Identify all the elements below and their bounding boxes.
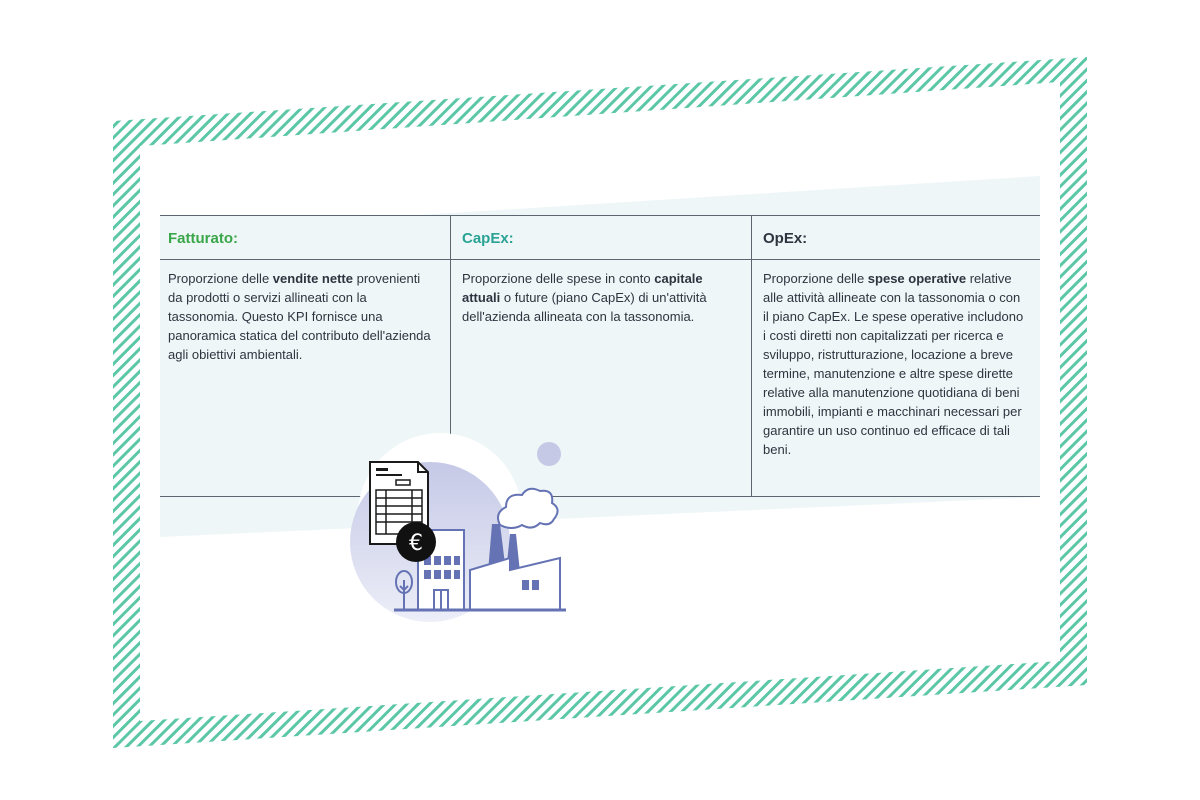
body-fatturato: [160, 260, 450, 364]
euro-symbol: €: [409, 531, 423, 556]
body-text-after: relative alle attività allineate con la tassonomia o con il piano CapEx. Le spese operative includono i costi diretti non capitalizzati per ricerca e sviluppo, ristrutturazione, locazione a breve termine, manutenzione e altre spese dirette relative alla manutenzione quotidiana di beni immobili, impianti e macchinari necessari per garantire un uso continuo ed efficace di tali beni.: [763, 271, 1024, 457]
column-opex: [751, 216, 1040, 496]
body-text-before: Proporzione delle: [763, 271, 868, 286]
body-text-bold: spese operative: [867, 271, 967, 286]
body-text-before: Proporzione delle: [168, 271, 273, 286]
euro-coin-icon: [396, 522, 436, 562]
heading-fatturato: Fatturato:: [160, 216, 450, 260]
heading-capex: CapEx:: [451, 216, 751, 260]
body-text-bold: vendite nette: [272, 271, 353, 286]
body-capex: [451, 260, 751, 326]
small-circle: [537, 442, 561, 466]
body-text-bold: capitale attuali: [462, 271, 703, 305]
body-text-after: provenienti da prodotti o servizi allineati con la tassonomia. Questo KPI fornisce una panoramica statica del contributo dell'azienda agli obiettivi ambientali.: [168, 271, 431, 362]
finance-factory-illustration: [330, 430, 590, 630]
body-text-after: o future (piano CapEx) di un'attività dell'azienda allineata con la tassonomia.: [462, 290, 707, 324]
kpi-table: [160, 215, 1040, 497]
body-text-before: Proporzione delle spese in conto: [462, 271, 655, 286]
body-opex: [752, 260, 1040, 459]
heading-opex: OpEx:: [752, 216, 1040, 260]
